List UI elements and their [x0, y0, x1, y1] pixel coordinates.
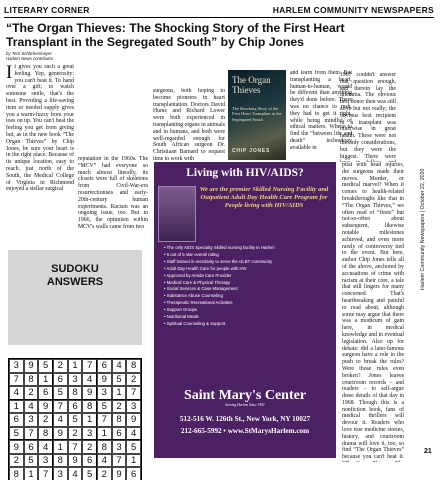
- sudoku-cell: 7: [112, 454, 127, 468]
- sudoku-cell: 8: [9, 467, 24, 480]
- sudoku-cell: 4: [97, 454, 112, 468]
- ad-feature: • Approved by Amida Care Provider: [164, 273, 330, 280]
- sudoku-cell: 7: [53, 400, 68, 414]
- sudoku-cell: 1: [38, 373, 53, 387]
- article-column-3: surgeons, both hoping to become pioneers in heart transplantation. Doctors David Hume and Richard Lower were both experienced in transplanting organs in animals and in humans, and both were well-regarded enough for South African surgeon Dr. Christiaan Barnard to request time to work with: [153, 88, 225, 160]
- sudoku-cell: 6: [38, 386, 53, 400]
- sudoku-cell: 6: [53, 373, 68, 387]
- hiv-aids-advertisement[interactable]: [154, 162, 336, 458]
- book-cover-subtitle: The Shocking Story of the First Heart Transplant in the Segregated South: [232, 106, 282, 122]
- page-number: 21: [424, 448, 432, 455]
- article-column-6: pital with head injuries, the surgeons made their moves. Murder, or medical marvel? When it comes to health-related breakthroughs like that in “The Organ Thieves,” we often read of “firsts” but not-so-often about subsequent, likewise notable milestones achieved, and even more rarely of controversy tied to the event. But here, author Chip Jones tells all of the above, anchored by accusations of crime with racism at their core, a tale that still lingers for many concerned. That's heartbreaking and painful to read about, although some may argue that there was a modicum of gain here, in medical knowledge and in eventual legislation. Also up for debate: did a later-famous surgeon have a role in the push to break the rules? Were those rules even broken? Jones leaves courtroom records – and readers – to self-argue these details of that day in 1968. Though this is a nonfiction book, fans of medical thrillers will devour it. Readers who love true medicine stories, history, and courtroom drama will love it, too, so find “The Organ Thieves” because you can't beat it.: [342, 162, 404, 461]
- ad-feature-list: [164, 245, 330, 328]
- ad-serving-since: Serving Harlem Since 1991: [225, 403, 265, 407]
- sudoku-cell: 5: [24, 454, 39, 468]
- sudoku-cell: 1: [112, 386, 127, 400]
- sudoku-cell: 8: [24, 373, 39, 387]
- byline-name: by Terri Schlichenmeyer: [6, 51, 52, 56]
- sudoku-cell: 9: [53, 427, 68, 441]
- sudoku-cell: 8: [82, 400, 97, 414]
- sudoku-cell: 9: [68, 454, 83, 468]
- sudoku-title-line-2: ANSWERS: [46, 276, 104, 288]
- sudoku-cell: 2: [53, 359, 68, 373]
- sudoku-cell: 9: [97, 373, 112, 387]
- book-cover: [228, 70, 286, 160]
- sudoku-cell: 2: [97, 467, 112, 480]
- sudoku-cell: 1: [68, 359, 83, 373]
- sudoku-cell: 8: [112, 413, 127, 427]
- sudoku-cell: 5: [82, 467, 97, 480]
- publication-name: HARLEM COMMUNITY NEWSPAPERS: [272, 5, 434, 15]
- sudoku-cell: 7: [126, 386, 141, 400]
- sudoku-cell: 4: [9, 386, 24, 400]
- sudoku-cell: 9: [82, 386, 97, 400]
- sudoku-cell: 8: [53, 454, 68, 468]
- ad-headline: Living with HIV/AIDS?: [186, 167, 304, 179]
- sudoku-cell: 4: [38, 440, 53, 454]
- ad-feature: • The only AIDS Specialty Skilled nursing facility in Harlem: [164, 245, 330, 252]
- ad-feature: • Support Groups: [164, 307, 330, 314]
- sudoku-cell: 7: [97, 413, 112, 427]
- ad-feature: • Staff trained in sensitivity to serve the GLBT community: [164, 259, 330, 266]
- sudoku-cell: 5: [112, 373, 127, 387]
- sudoku-cell: 3: [53, 467, 68, 480]
- sudoku-cell: 4: [53, 413, 68, 427]
- sudoku-cell: 2: [24, 386, 39, 400]
- ad-feature: • Medical Care & Physical Therapy: [164, 280, 330, 287]
- sudoku-cell: 3: [112, 440, 127, 454]
- sudoku-cell: 8: [97, 440, 112, 454]
- sudoku-cell: 6: [24, 440, 39, 454]
- sudoku-cell: 1: [97, 427, 112, 441]
- drop-cap: I: [6, 64, 13, 83]
- sudoku-cell: 3: [68, 373, 83, 387]
- sudoku-cell: 6: [68, 400, 83, 414]
- sudoku-cell: 6: [112, 427, 127, 441]
- sudoku-cell: 4: [82, 373, 97, 387]
- sudoku-cell: 6: [9, 413, 24, 427]
- sudoku-cell: 3: [97, 386, 112, 400]
- sudoku-grid: [8, 358, 142, 480]
- vertical-side-label: Harlem Community Newspapers | October 22, 2020: [420, 168, 426, 290]
- sudoku-cell: 3: [24, 413, 39, 427]
- sudoku-cell: 8: [68, 386, 83, 400]
- ad-feature: • Spiritual Counseling & Support: [164, 321, 330, 328]
- sudoku-cell: 7: [9, 373, 24, 387]
- sudoku-cell: 7: [82, 359, 97, 373]
- sudoku-cell: 3: [38, 454, 53, 468]
- ad-feature: • Social Services & Case Management: [164, 286, 330, 293]
- sudoku-title-line-1: SUDOKU: [51, 263, 99, 275]
- sudoku-cell: 7: [24, 427, 39, 441]
- sudoku-cell: 4: [68, 467, 83, 480]
- sudoku-cell: 5: [68, 413, 83, 427]
- sudoku-cell: 1: [126, 454, 141, 468]
- ad-address: 512-516 W. 126th St., New York, NY 10027: [179, 415, 311, 423]
- ad-subhead: We are the premier Skilled Nursing Facility and Outpatient Adult Day Health Care Program for People living with HIV/AIDS: [199, 186, 329, 209]
- ad-phone-website[interactable]: 212-665-5992 • www.StMarysHarlem.com: [180, 427, 310, 435]
- sudoku-cell: 8: [126, 359, 141, 373]
- sudoku-cell: 9: [9, 440, 24, 454]
- book-cover-title: The Organ Thieves: [232, 75, 271, 95]
- sudoku-cell: 1: [82, 413, 97, 427]
- sudoku-cell: 5: [126, 440, 141, 454]
- sudoku-cell: 1: [9, 400, 24, 414]
- sudoku-cell: 8: [38, 427, 53, 441]
- page-header: [4, 4, 434, 18]
- sudoku-answers-box: [8, 250, 142, 345]
- byline-role: Harlem News contributor: [6, 56, 54, 61]
- article-column-5: 1967 couldn't answer that question enough, and therein lay the dilemma. The obvious best donor then was still alive but not really; the obvious best recipient of a transplant was otherwise in great health. These were not the only considerations, but they were the biggest. There were: [340, 72, 396, 160]
- book-cover-author: CHIP JONES: [232, 148, 271, 154]
- sudoku-cell: 1: [53, 440, 68, 454]
- sudoku-cell: 4: [112, 359, 127, 373]
- sudoku-cell: 5: [38, 359, 53, 373]
- ad-center-name: Saint Mary's Center: [183, 388, 307, 403]
- sudoku-cell: 5: [53, 386, 68, 400]
- sudoku-cell: 6: [82, 454, 97, 468]
- sudoku-cell: 2: [126, 373, 141, 387]
- column-1-text: t gives you such a great feeling. Yep, generosity: you can't beat it. To hand over a gift; to watch someone smile, that's the best. Providing a life-saving item or needed supply gives you a warm-fuzzy from your toes on up. You can't beat the feeling you get from giving but, as in the new book “The Organ Thieves” by Chip Jones, be sure your heart is in the right place. Because of its unique location, easy to reach, just north of the South, the Medical College of Virginia in Richmond enjoyed a stellar surgical: [6, 64, 74, 193]
- article-column-4: and learn from them. But transplanting a heart, human-to-human, would be different than anything they'd done before. There was no chance to rush, they had to get it right, while being mindful of ethical matters. Where to find the “between life and death” technology available in: [290, 70, 352, 151]
- sudoku-cell: 2: [38, 413, 53, 427]
- sudoku-cell: 9: [126, 413, 141, 427]
- byline: [6, 51, 96, 61]
- ad-feature: • Adult Day Health Care for people with HIV: [164, 266, 330, 273]
- sudoku-cell: 2: [112, 400, 127, 414]
- ad-feature: • Substance Abuse Counseling: [164, 293, 330, 300]
- sudoku-cell: 9: [24, 359, 39, 373]
- sudoku-cell: 7: [68, 440, 83, 454]
- sudoku-cell: 4: [24, 400, 39, 414]
- ad-feature: • 5 out of 5 star overall rating: [164, 252, 330, 259]
- sudoku-cell: 1: [24, 467, 39, 480]
- ad-feature: • Therapeutic Recreational Activities: [164, 300, 330, 307]
- sudoku-cell: 2: [82, 440, 97, 454]
- sudoku-cell: 4: [126, 427, 141, 441]
- sudoku-title: [8, 263, 142, 289]
- sudoku-cell: 6: [97, 359, 112, 373]
- article-column-1: [6, 64, 74, 250]
- sudoku-cell: 5: [97, 400, 112, 414]
- ad-feature: • Nutritional Meals: [164, 314, 330, 321]
- sudoku-cell: 9: [112, 467, 127, 480]
- ad-photo: [158, 186, 196, 242]
- sudoku-cell: 7: [38, 467, 53, 480]
- article-column-2: reputation in the 1960s. The “MCV” had everyone so much almost literally, its closets were full of skeletons from Civil-War-era resurrectionists and early-20th-century human experiments. Racism was an ongoing issue, too. But in 1966, the optimism within MCV's walls came from two: [78, 156, 148, 230]
- article-title: “The Organ Thieves: The Shocking Story of the First Heart Transplant in the Segregated South” by Chip Jones: [6, 21, 345, 49]
- sudoku-cell: 3: [126, 400, 141, 414]
- sudoku-cell: 3: [9, 359, 24, 373]
- sudoku-cell: 3: [82, 427, 97, 441]
- sudoku-cell: 5: [9, 427, 24, 441]
- section-label: LITERARY CORNER: [4, 5, 90, 15]
- sudoku-cell: 2: [68, 427, 83, 441]
- sudoku-cell: 2: [9, 454, 24, 468]
- sudoku-cell: 6: [126, 467, 141, 480]
- sudoku-cell: 9: [38, 400, 53, 414]
